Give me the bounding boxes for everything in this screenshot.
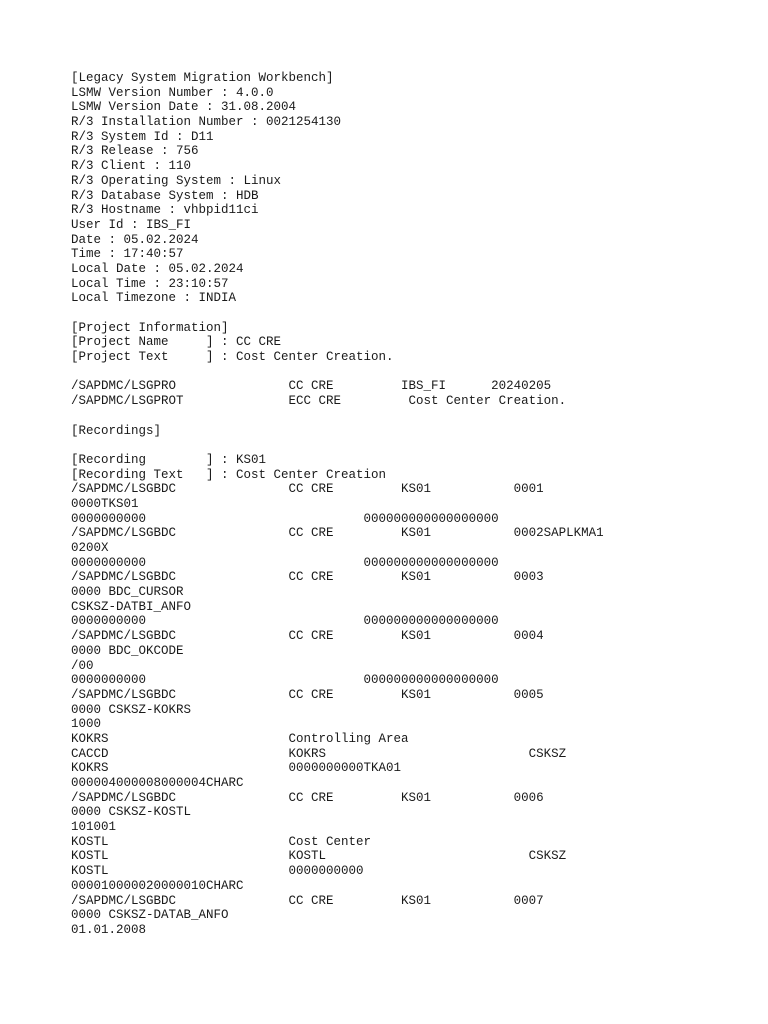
text-line: 0000 BDC_OKCODE xyxy=(71,643,184,658)
text-line: Time : 17:40:57 xyxy=(71,247,184,262)
text-line: 0000 CSKSZ-DATAB_ANFO xyxy=(71,908,229,923)
text-line: 101001 xyxy=(71,820,117,835)
text-line: R/3 Database System : HDB xyxy=(71,188,259,203)
text-line: 0000TKS01 xyxy=(71,496,139,511)
text-line: 1000 xyxy=(71,717,102,732)
lsmw-export-text xyxy=(71,71,751,938)
text-line: /SAPDMC/LSGPROT ECC CRE Cost Center Creation. xyxy=(71,394,567,409)
text-line: R/3 Hostname : vhbpid11ci xyxy=(71,203,259,218)
text-line: Date : 05.02.2024 xyxy=(71,232,199,247)
text-line: /SAPDMC/LSGBDC CC CRE KS01 0001 xyxy=(71,482,544,497)
text-line: /SAPDMC/LSGBDC CC CRE KS01 0003 xyxy=(71,570,544,585)
text-line: CACCD KOKRS CSKSZ xyxy=(71,746,567,761)
text-line: LSMW Version Date : 31.08.2004 xyxy=(71,100,297,115)
text-line: [Legacy System Migration Workbench] xyxy=(71,71,334,85)
blank-line xyxy=(71,438,751,453)
text-line: [Project Information] xyxy=(71,320,229,335)
text-line: [Recording ] : KS01 xyxy=(71,452,267,467)
text-line: R/3 Installation Number : 0021254130 xyxy=(71,115,342,130)
text-line: [Recording Text ] : Cost Center Creation xyxy=(71,467,387,482)
text-line: Local Time : 23:10:57 xyxy=(71,276,229,291)
text-line: R/3 Operating System : Linux xyxy=(71,173,282,188)
text-line: /SAPDMC/LSGBDC CC CRE KS01 0004 xyxy=(71,629,544,644)
text-line: 0000000000 000000000000000000 xyxy=(71,673,499,688)
text-line: 000004000008000004CHARC xyxy=(71,776,244,790)
blank-line xyxy=(71,409,751,424)
text-line: 0000 CSKSZ-KOSTL xyxy=(71,805,192,820)
text-line: R/3 Client : 110 xyxy=(71,159,192,174)
text-line: /SAPDMC/LSGBDC CC CRE KS01 0005 xyxy=(71,687,544,702)
text-line: 0000000000 000000000000000000 xyxy=(71,614,499,629)
text-line: /SAPDMC/LSGBDC CC CRE KS01 0006 xyxy=(71,790,544,805)
text-line: User Id : IBS_FI xyxy=(71,217,192,232)
text-line: R/3 System Id : D11 xyxy=(71,129,214,144)
text-line: [Project Name ] : CC CRE xyxy=(71,335,282,350)
text-line: 0200X xyxy=(71,541,109,555)
text-line: KOSTL 0000000000 xyxy=(71,864,364,879)
text-line: Local Date : 05.02.2024 xyxy=(71,261,244,276)
text-line: KOKRS Controlling Area xyxy=(71,731,409,746)
text-line: /00 xyxy=(71,658,94,673)
text-line: KOSTL KOSTL CSKSZ xyxy=(71,849,567,864)
text-line: Local Timezone : INDIA xyxy=(71,291,237,306)
text-line: /SAPDMC/LSGBDC CC CRE KS01 0002SAPLKMA1 xyxy=(71,526,604,541)
text-line: LSMW Version Number : 4.0.0 xyxy=(71,85,274,100)
text-line: KOKRS 0000000000TKA01 xyxy=(71,761,402,776)
text-line: R/3 Release : 756 xyxy=(71,144,199,159)
blank-line xyxy=(71,306,751,321)
text-line: /SAPDMC/LSGPRO CC CRE IBS_FI 20240205 xyxy=(71,379,552,394)
text-line: 0000000000 000000000000000000 xyxy=(71,555,499,570)
text-line: 0000 BDC_CURSOR xyxy=(71,585,184,600)
text-line: 0000 CSKSZ-KOKRS xyxy=(71,702,192,717)
text-line: 0000000000 000000000000000000 xyxy=(71,511,499,526)
text-line: CSKSZ-DATBI_ANFO xyxy=(71,599,192,614)
blank-line xyxy=(71,365,751,380)
text-line: [Project Text ] : Cost Center Creation. xyxy=(71,350,394,365)
text-line: 000010000020000010CHARC xyxy=(71,878,244,893)
text-line: [Recordings] xyxy=(71,423,162,438)
text-line: /SAPDMC/LSGBDC CC CRE KS01 0007 xyxy=(71,893,544,908)
text-line: 01.01.2008 xyxy=(71,922,147,937)
text-line: KOSTL Cost Center xyxy=(71,834,372,849)
